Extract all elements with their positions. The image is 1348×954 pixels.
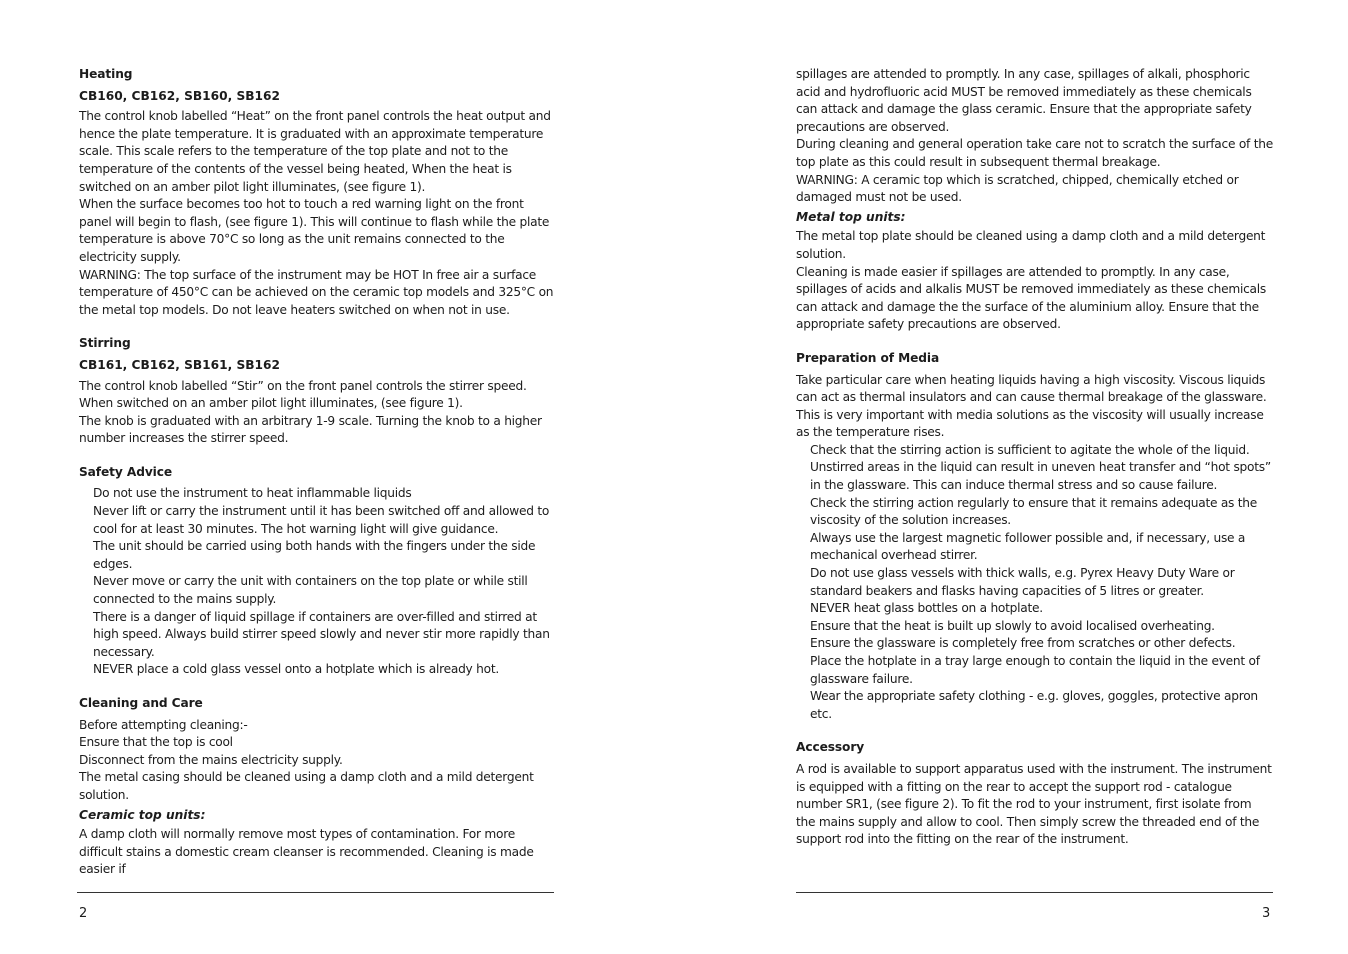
heating-paragraph-1: The control knob labelled “Heat” on the front panel controls the heat output and hence the plate temperature. It is graduated with an approximate temperature scale. This scale refers to the temperature of the top plate and not to the temperature of the contents of the vessel being heated, When the heat is switched on an amber pilot light illuminates, (see figure 1). xyxy=(79,109,551,194)
stirring-paragraph-2: The knob is graduated with an arbitrary 1-9 scale. Turning the knob to a higher number increases the stirrer speed. xyxy=(79,413,542,446)
media-heading: Preparation of Media xyxy=(796,350,940,365)
media-list xyxy=(796,442,1274,724)
heating-paragraph-2: When the surface becomes too hot to touch a red warning light on the front panel will begin to flash, (see figure 1). This will continue to flash while the plate temperature is above 70°C so long as the unit remains connected to the electricity supply. xyxy=(79,197,550,264)
list-item: Do not use glass vessels with thick walls, e.g. Pyrex Heavy Duty Ware or standard beakers and flasks having capacities of 5 litres or greater. xyxy=(810,566,1235,598)
left-footer-rule xyxy=(77,892,554,893)
metal-paragraph-2: Cleaning is made easier if spillages are attended to promptly. In any case, spillages of acids and alkalis MUST be removed immediately as these chemicals can attack and damage the the surface of the aluminium alloy. Ensure that the appropriate safety precautions are observed. xyxy=(796,264,1266,332)
cleaning-line: Before attempting cleaning:- xyxy=(79,717,248,732)
list-item: Wear the appropriate safety clothing - e.g. gloves, goggles, protective apron etc. xyxy=(810,689,1258,721)
ceramic-paragraph: A damp cloth will normally remove most types of contamination. For more difficult stains a domestic cream cleanser is recommended. Cleaning is made easier if xyxy=(79,827,534,877)
ceramic-continued-paragraph: spillages are attended to promptly. In any case, spillages of alkali, phosphoric acid and hydrofluoric acid MUST be removed immediately as these chemicals can attack and damage the glass ceramic. Ensure that the appropriate safety precautions are observed. xyxy=(796,67,1252,134)
safety-advice-heading: Safety Advice xyxy=(79,464,173,479)
page-number-left: 2 xyxy=(79,906,88,921)
accessory-paragraph: A rod is available to support apparatus used with the instrument. The instrument is equipped with a fitting on the rear to accept the support rod - catalogue number SR1, (see figure 2). To fit the rod to your instrument, first isolate from the mains supply and allow to cool. Then simply screw the threaded end of the support rod into the fitting on the rear of the instrument. xyxy=(796,761,1272,847)
left-page-column xyxy=(79,66,557,879)
list-item: NEVER place a cold glass vessel onto a hotplate which is already hot. xyxy=(93,662,499,677)
list-item: NEVER heat glass bottles on a hotplate. xyxy=(810,601,1043,616)
ceramic-top-subheading: Ceramic top units: xyxy=(79,807,206,822)
metal-paragraph-1: The metal top plate should be cleaned using a damp cloth and a mild detergent solution. xyxy=(796,229,1266,261)
accessory-heading: Accessory xyxy=(796,740,865,755)
heating-warning: WARNING: The top surface of the instrument may be HOT In free air a surface temperature of 450°C can be achieved on the ceramic top models and 325°C on the metal top models. Do not leave heaters switched on when not in use. xyxy=(79,267,554,317)
list-item: Never lift or carry the instrument until it has been switched off and allowed to cool for at least 30 minutes. The hot warning light will give guidance. xyxy=(93,504,550,536)
stirring-models: CB161, CB162, SB161, SB162 xyxy=(79,357,280,372)
list-item: Check the stirring action regularly to ensure that it remains adequate as the viscosity of the solution increases. xyxy=(810,495,1258,528)
heating-heading: Heating xyxy=(79,67,133,81)
stirring-heading: Stirring xyxy=(79,336,131,351)
cleaning-care-heading: Cleaning and Care xyxy=(79,696,203,710)
list-item: Check that the stirring action is sufficient to agitate the whole of the liquid. Unstirred areas in the liquid can result in uneven heat transfer and “hot spots” in the glassware. This can induce thermal stress and so cause failure. xyxy=(810,442,1271,493)
list-item: Do not use the instrument to heat inflammable liquids xyxy=(93,486,412,501)
cleaning-line: The metal casing should be cleaned using a damp cloth and a mild detergent solution. xyxy=(79,770,534,802)
list-item: Place the hotplate in a tray large enough to contain the liquid in the event of glassware failure. xyxy=(810,654,1260,686)
right-page-column xyxy=(796,66,1274,849)
metal-top-subheading: Metal top units: xyxy=(796,209,906,224)
media-paragraph: Take particular care when heating liquids having a high viscosity. Viscous liquids can act as thermal insulators and can cause thermal breakage of the glassware. This is very important with media solutions as the viscosity will usually increase as the temperature rises. xyxy=(796,372,1267,440)
list-item: The unit should be carried using both hands with the fingers under the side edges. xyxy=(93,539,536,571)
stirring-paragraph-1: The control knob labelled “Stir” on the front panel controls the stirrer speed. When switched on an amber pilot light illuminates, (see figure 1). xyxy=(79,378,527,411)
safety-advice-list xyxy=(79,485,557,679)
cleaning-line: Disconnect from the mains electricity supply. xyxy=(79,752,343,767)
list-item: There is a danger of liquid spillage if containers are over-filled and stirred at high speed. Always build stirrer speed slowly and never stir more rapidly than necessary. xyxy=(93,609,550,659)
list-item: Ensure the glassware is completely free from scratches or other defects. xyxy=(810,636,1236,651)
list-item: Ensure that the heat is built up slowly to avoid localised overheating. xyxy=(810,618,1215,633)
cleaning-line: Ensure that the top is cool xyxy=(79,735,233,750)
scratch-paragraph: During cleaning and general operation take care not to scratch the surface of the top plate as this could result in subsequent thermal breakage. xyxy=(796,137,1273,169)
list-item: Never move or carry the unit with containers on the top plate or while still connected to the mains supply. xyxy=(93,574,528,607)
list-item: Always use the largest magnetic follower possible and, if necessary, use a mechanical overhead stirrer. xyxy=(810,530,1246,563)
ceramic-warning: WARNING: A ceramic top which is scratched, chipped, chemically etched or damaged must not be used. xyxy=(796,172,1239,205)
page-number-right: 3 xyxy=(1262,906,1271,921)
right-footer-rule xyxy=(796,892,1273,893)
heating-models: CB160, CB162, SB160, SB162 xyxy=(79,88,280,103)
